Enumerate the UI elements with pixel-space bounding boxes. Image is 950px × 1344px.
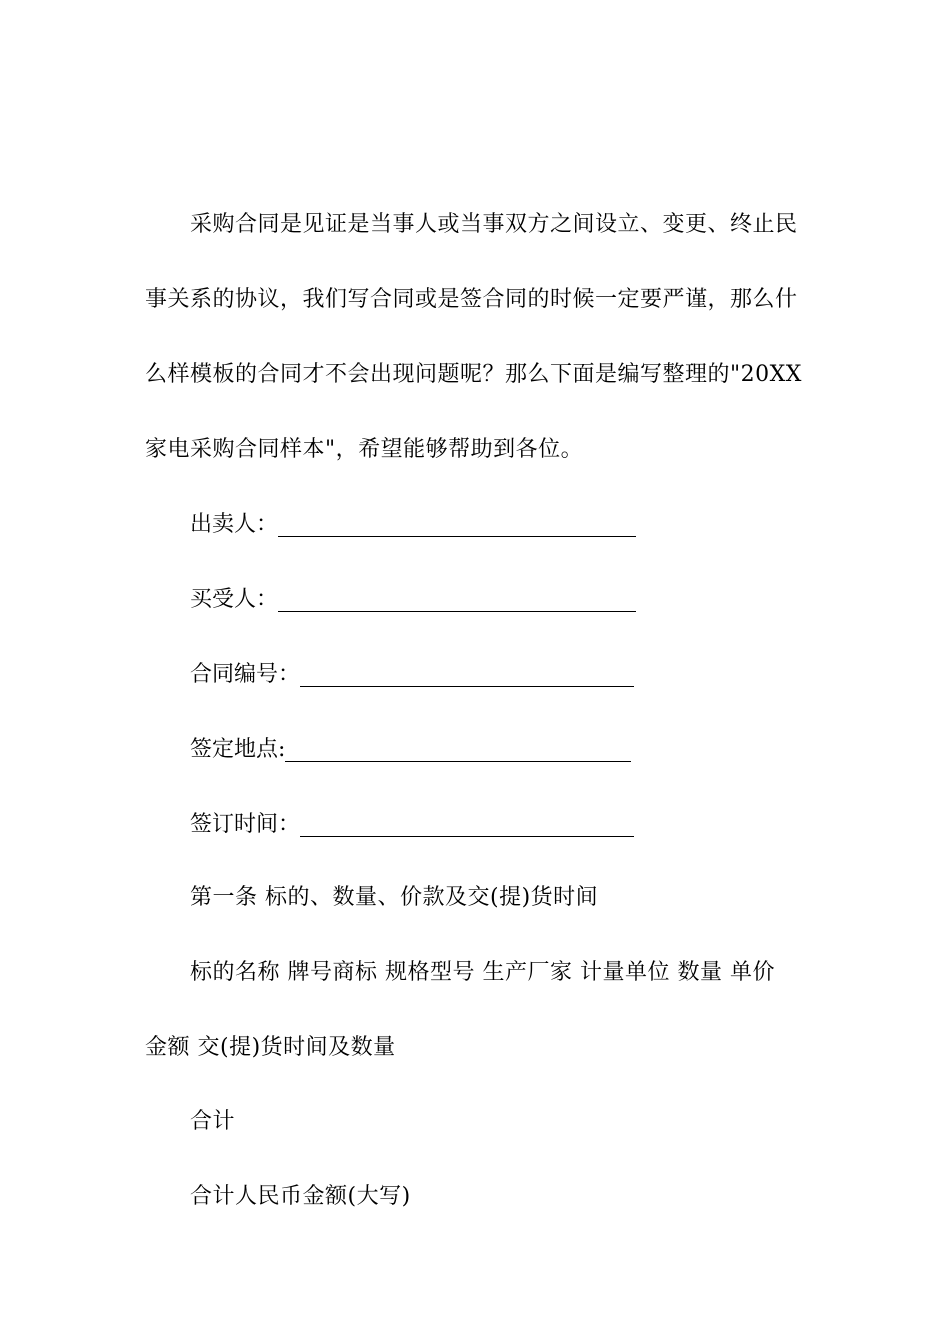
contract-number-field — [190, 660, 634, 690]
intro-line-1: 采购合同是见证是当事人或当事双方之间设立、变更、终止民 — [190, 212, 798, 237]
contract-number-blank — [300, 664, 634, 687]
article-1-total-rmb: 合计人民币金额(大写) — [190, 1184, 411, 1209]
sign-place-blank — [285, 739, 631, 762]
article-1-title: 第一条 标的、数量、价款及交(提)货时间 — [190, 885, 599, 910]
intro-line-2: 事关系的协议，我们写合同或是签合同的时候一定要严谨，那么什 — [145, 287, 798, 312]
article-1-columns-line-1: 标的名称 牌号商标 规格型号 生产厂家 计量单位 数量 单价 — [190, 960, 775, 985]
sign-place-label: 签定地点: — [190, 737, 286, 762]
buyer-blank — [278, 589, 636, 612]
intro-line-4: 家电采购合同样本"，希望能够帮助到各位。 — [145, 437, 584, 462]
intro-line-3: 么样模板的合同才不会出现问题呢？那么下面是编写整理的"20XX — [145, 362, 802, 387]
seller-blank — [278, 514, 636, 537]
sign-place-field — [190, 735, 631, 765]
seller-label: 出卖人： — [190, 512, 279, 537]
seller-field — [190, 510, 636, 540]
contract-number-label: 合同编号： — [190, 662, 301, 687]
article-1-total: 合计 — [190, 1109, 236, 1134]
sign-time-blank — [300, 814, 634, 837]
buyer-field — [190, 585, 636, 615]
sign-time-label: 签订时间： — [190, 812, 301, 837]
buyer-label: 买受人： — [190, 587, 279, 612]
article-1-columns-line-2: 金额 交(提)货时间及数量 — [145, 1035, 396, 1060]
sign-time-field — [190, 810, 634, 840]
